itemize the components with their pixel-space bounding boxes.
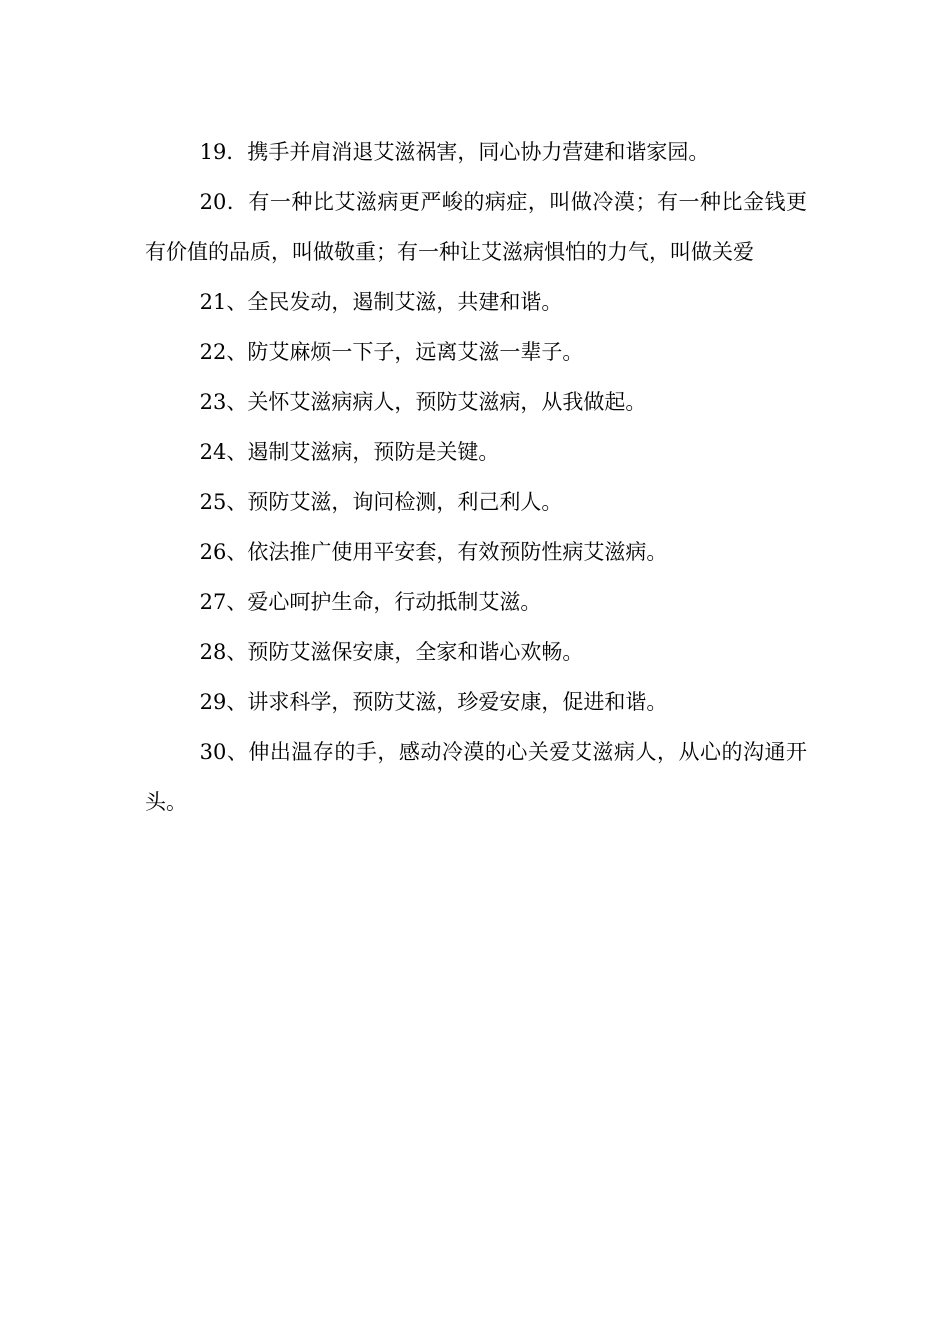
slogan-20: 20．有一种比艾滋病更严峻的病症，叫做冷漠；有一种比金钱更有价值的品质，叫做敬重；有一种让艾滋病惧怕的力气，叫做关爱 [145, 190, 807, 264]
slogan-22: 22、防艾麻烦一下子，远离艾滋一辈子。 [199, 340, 584, 364]
slogan-26: 26、依法推广使用平安套，有效预防性病艾滋病。 [199, 540, 668, 564]
slogan-24: 24、遏制艾滋病，预防是关键。 [199, 440, 500, 464]
slogan-25: 25、预防艾滋，询问检测，利己利人。 [199, 490, 563, 514]
slogan-23: 23、关怀艾滋病病人，预防艾滋病，从我做起。 [199, 390, 647, 414]
slogan-30: 30、伸出温存的手，感动冷漠的心关爱艾滋病人，从心的沟通开头。 [145, 740, 807, 814]
slogan-29: 29、讲求科学，预防艾滋，珍爱安康，促进和谐。 [199, 690, 668, 714]
slogan-19: 19．携手并肩消退艾滋祸害，同心协力营建和谐家园。 [199, 140, 710, 164]
slogan-list [145, 127, 807, 827]
slogan-21: 21、全民发动，遏制艾滋，共建和谐。 [199, 290, 563, 314]
slogan-28: 28、预防艾滋保安康，全家和谐心欢畅。 [199, 640, 584, 664]
slogan-27: 27、爱心呵护生命，行动抵制艾滋。 [199, 590, 542, 614]
